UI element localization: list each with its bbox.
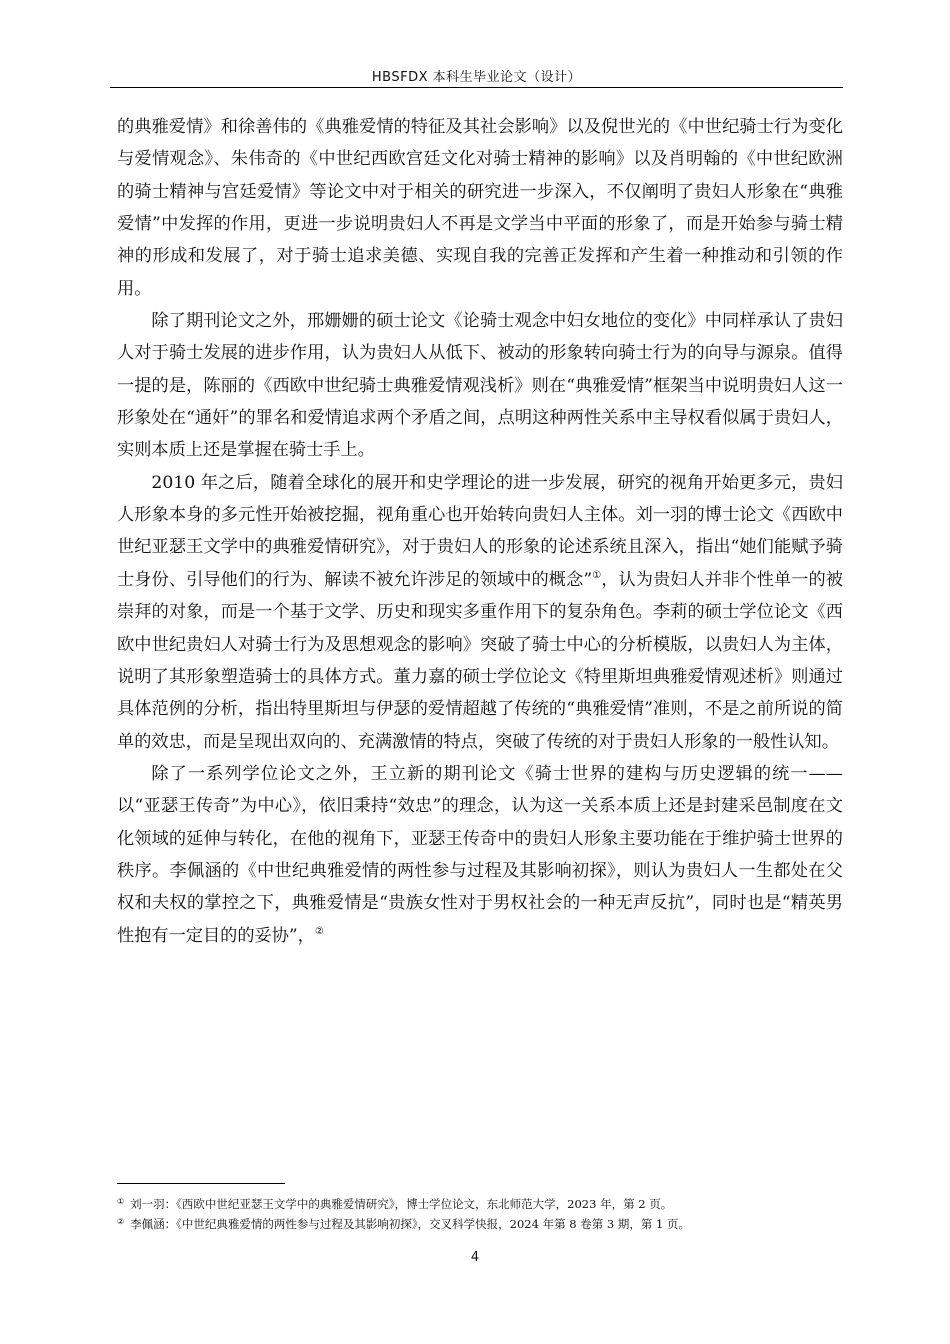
paragraph-3-text-b: ，认为贵妇人并非个性单一的被崇拜的对象，而是一个基于文学、历史和现实多重作用下的复杂角色。李莉的硕士学位论文《西欧中世纪贵妇人对骑士行为及思想观念的影响》突破了骑士中心的分析模版，以贵妇人为主体，说明了其形象塑造骑士的具体方式。董力嘉的硕士学位论文《特里斯坦典雅爱情观述析》则通过具体范例的分析，指出特里斯坦与伊瑟的爱情超越了传统的“典雅爱情”准则，不是之前所说的简单的效忠，而是呈现出双向的、充满激情的特点，突破了传统的对于贵妇人形象的一般性认知。 (117, 569, 843, 752)
footnote-2-text: 李佩涵：《中世纪典雅爱情的两性参与过程及其影响初探》，交叉科学快报，2024 年第 8 卷第 3 期，第 1 页。 (130, 1217, 690, 1231)
paragraph-4 (117, 758, 843, 952)
footnote-1-text: 刘一羽：《西欧中世纪亚瑟王文学中的典雅爱情研究》，博士学位论文，东北师范大学，2023 年，第 2 页。 (130, 1197, 673, 1211)
main-body-text (117, 111, 843, 952)
running-header-title: HBSFDX 本科生毕业论文（设计） (371, 70, 582, 85)
paragraph-4-text-a: 除了一系列学位论文之外，王立新的期刊论文《骑士世界的建构与历史逻辑的统一——以“亚瑟王传奇”为中心》，依旧秉持“效忠”的理念，认为这一关系本质上还是封建采邑制度在文化领域的延伸与转化，在他的视角下，亚瑟王传奇中的贵妇人形象主要功能在于维护骑士世界的秩序。李佩涵的《中世纪典雅爱情的两性参与过程及其影响初探》，则认为贵妇人一生都处在父权和夫权的掌控之下，典雅爱情是“贵族女性对于男权社会的一种无声反抗”，同时也是“精英男性抱有一定目的的妥协”， (117, 763, 843, 946)
footnotes (117, 1193, 843, 1233)
header-rule (110, 87, 843, 88)
paragraph-3 (117, 467, 843, 758)
footnote-ref-1[interactable]: ① (592, 569, 602, 581)
footnote-ref-2[interactable]: ② (314, 925, 324, 937)
page-number: 4 (470, 1250, 480, 1265)
paragraph-3-text-a: 2010 年之后，随着全球化的展开和史学理论的进一步发展，研究的视角开始更多元，贵妇人形象本身的多元性开始被挖掘，视角重心也开始转向贵妇人主体。刘一羽的博士论文《西欧中世纪亚瑟王文学中的典雅爱情研究》，对于贵妇人的形象的论述系统且深入，指出“她们能赋予骑士身份、引导他们的行为、解读不被允许涉足的领域中的概念” (117, 472, 843, 590)
footnote-2 (117, 1213, 843, 1233)
footnote-1-mark: ① (117, 1197, 125, 1206)
paragraph-1: 的典雅爱情》和徐善伟的《典雅爱情的特征及其社会影响》以及倪世光的《中世纪骑士行为变化与爱情观念》、朱伟奇的《中世纪西欧宫廷文化对骑士精神的影响》以及肖明翰的《中世纪欧洲的骑士精神与宫廷爱情》等论文中对于相关的研究进一步深入，不仅阐明了贵妇人形象在“典雅爱情”中发挥的作用，更进一步说明贵妇人不再是文学当中平面的形象了，而是开始参与骑士精神的形成和发展了，对于骑士追求美德、实现自我的完善正发挥和产生着一种推动和引领的作用。 (117, 117, 843, 299)
footnote-2-mark: ② (117, 1217, 125, 1226)
paragraph-2: 除了期刊论文之外，邢姗姗的硕士论文《论骑士观念中妇女地位的变化》中同样承认了贵妇人对于骑士发展的进步作用，认为贵妇人从低下、被动的形象转向骑士行为的向导与源泉。值得一提的是，陈丽的《西欧中世纪骑士典雅爱情观浅析》则在“典雅爱情”框架当中说明贵妇人这一形象处在“通奸”的罪名和爱情追求两个矛盾之间，点明这种两性关系中主导权看似属于贵妇人，实则本质上还是掌握在骑士手上。 (117, 311, 843, 461)
footnote-1 (117, 1193, 843, 1213)
footnote-separator (117, 1183, 285, 1184)
